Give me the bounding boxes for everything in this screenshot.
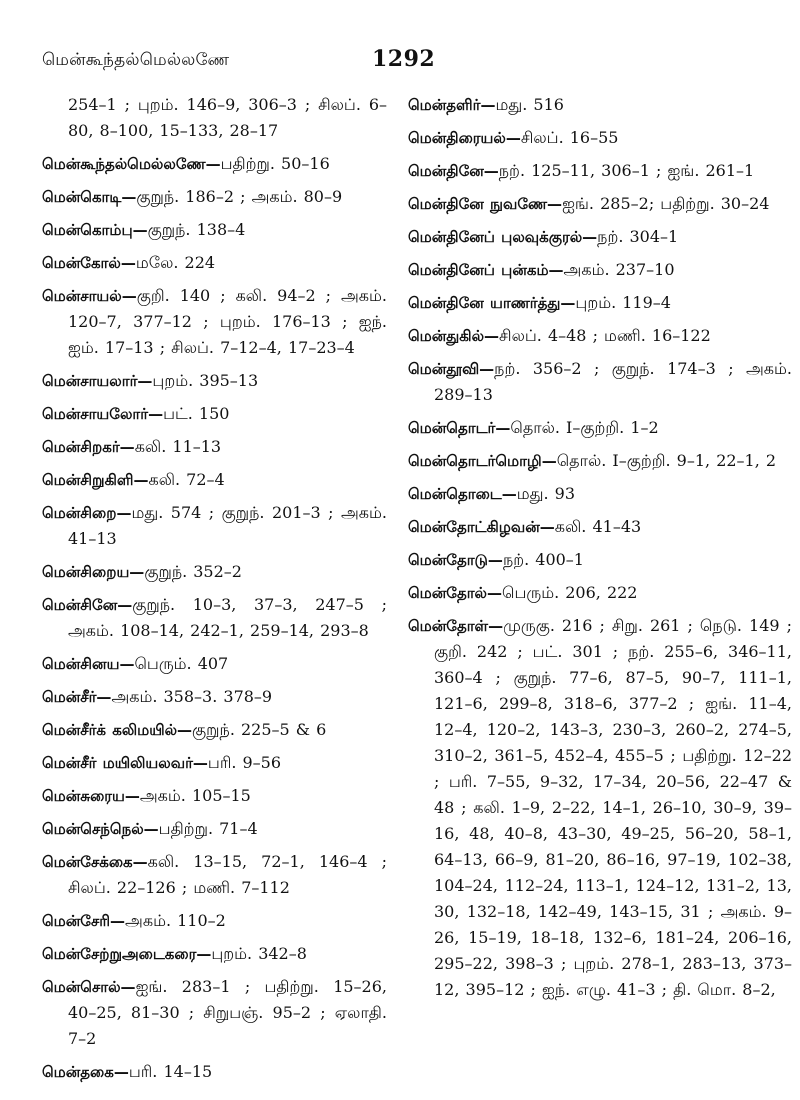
entry-references: தொல். I–குற்றி. 1–2 bbox=[510, 418, 659, 437]
entry-references: குறி. 140 ; கலி. 94–2 ; அகம். 120–7, 377–12 ; புறம். 176–13 ; ஐந். ஐம். 17–13 ; சிலப். 7–12–4, 17–23–4 bbox=[68, 286, 387, 357]
index-entry bbox=[408, 125, 792, 151]
entry-headword: மென்தொடர்மொழி— bbox=[408, 452, 557, 470]
index-entry bbox=[408, 580, 792, 606]
entry-references: மது. 93 bbox=[516, 484, 575, 503]
index-entry bbox=[408, 290, 792, 316]
entry-headword: மென்செந்நெல்— bbox=[42, 820, 159, 838]
entry-references: அகம். 110–2 bbox=[125, 911, 226, 930]
index-entry bbox=[408, 224, 792, 250]
entry-headword: மென்கொடி— bbox=[42, 188, 137, 206]
entry-headword: மென்தோல்— bbox=[408, 584, 502, 602]
entry-references: குறுந். 10–3, 37–3, 247–5 ; அகம். 108–14, 242–1, 259–14, 293–8 bbox=[68, 595, 387, 640]
entry-headword: மென்கூந்தல்மெல்லணே— bbox=[42, 155, 221, 173]
entry-headword: மென்சிறைய— bbox=[42, 563, 145, 581]
index-entry bbox=[42, 401, 387, 427]
entry-references: நற். 125–11, 306–1 ; ஐங். 261–1 bbox=[498, 161, 755, 180]
index-entry bbox=[42, 750, 387, 776]
entry-references: கலி. 11–13 bbox=[134, 437, 222, 456]
index-entry bbox=[408, 323, 792, 349]
index-entry bbox=[42, 941, 387, 967]
index-entry bbox=[42, 559, 387, 585]
entry-references: மலே. 224 bbox=[135, 253, 216, 272]
entry-headword: மென்சீர் மயிலியலவர்— bbox=[42, 754, 208, 772]
entry-headword: மென்சுரைய— bbox=[42, 787, 140, 805]
entry-references: அகம். 237–10 bbox=[563, 260, 675, 279]
entry-headword: மென்தோடு— bbox=[408, 551, 503, 569]
entry-references: மது. 574 ; குறுந். 201–3 ; அகம். 41–13 bbox=[68, 503, 387, 548]
index-entry bbox=[408, 481, 792, 507]
entry-headword: மென்தூவி— bbox=[408, 360, 495, 378]
index-entry bbox=[42, 651, 387, 677]
entry-references: பட். 150 bbox=[163, 404, 230, 423]
entry-references: ஐங். 283–1 ; பதிற்று. 15–26, 40–25, 81–30 ; சிறுபஞ். 95–2 ; ஏலாதி. 7–2 bbox=[68, 977, 387, 1048]
entry-references: புறம். 119–4 bbox=[575, 293, 671, 312]
entry-references: பெரும். 407 bbox=[134, 654, 229, 673]
entry-references: நற். 356–2 ; குறுந். 174–3 ; அகம். 289–13 bbox=[434, 359, 792, 404]
entry-headword: மென்திரையல்— bbox=[408, 129, 521, 147]
entry-references: சிலப். 16–55 bbox=[520, 128, 619, 147]
index-entry bbox=[42, 217, 387, 243]
entry-headword: மென்சாயலார்— bbox=[42, 372, 153, 390]
entry-references: கலி. 72–4 bbox=[148, 470, 225, 489]
entry-headword: மென்தினே யாணர்த்து— bbox=[408, 294, 576, 312]
entry-headword: மென்சிறகர்— bbox=[42, 438, 135, 456]
index-entry bbox=[42, 92, 387, 144]
entry-references: குறுந். 186–2 ; அகம். 80–9 bbox=[136, 187, 343, 206]
entry-headword: மென்தளிர்— bbox=[408, 96, 496, 114]
entry-references: சிலப். 4–48 ; மணி. 16–122 bbox=[499, 326, 711, 345]
index-entry bbox=[408, 92, 792, 118]
index-entry bbox=[408, 356, 792, 408]
index-entry bbox=[42, 1059, 387, 1085]
index-entry bbox=[42, 283, 387, 361]
entry-references: குறுந். 352–2 bbox=[144, 562, 242, 581]
entry-references: பரி. 9–56 bbox=[207, 753, 282, 772]
entry-headword: மென்தொடர்— bbox=[408, 419, 511, 437]
entry-references: புறம். 395–13 bbox=[152, 371, 259, 390]
entry-references: தொல். I–குற்றி. 9–1, 22–1, 2 bbox=[556, 451, 777, 470]
entry-references: அகம். 105–15 bbox=[139, 786, 251, 805]
entry-references: 254–1 ; புறம். 146–9, 306–3 ; சிலப். 6–80, 8–100, 15–133, 28–17 bbox=[68, 95, 387, 140]
entry-headword: மென்சிறை— bbox=[42, 504, 132, 522]
entry-headword: மென்சீர்— bbox=[42, 688, 112, 706]
left-column bbox=[42, 92, 387, 1092]
index-entry bbox=[408, 257, 792, 283]
entry-references: மது. 516 bbox=[495, 95, 564, 114]
index-entry bbox=[42, 717, 387, 743]
entry-headword: மென்சினய— bbox=[42, 655, 135, 673]
entry-references: புறம். 342–8 bbox=[211, 944, 307, 963]
index-entry bbox=[408, 158, 792, 184]
entry-references: அகம். 358–3. 378–9 bbox=[111, 687, 273, 706]
index-entry bbox=[408, 448, 792, 474]
entry-headword: மென்தினே— bbox=[408, 162, 499, 180]
entry-references: பதிற்று. 50–16 bbox=[220, 154, 330, 173]
right-column bbox=[408, 92, 792, 1010]
entry-references: நற். 304–1 bbox=[597, 227, 679, 246]
entry-headword: மென்சேற்றுஅடைகரை— bbox=[42, 945, 212, 963]
running-head: மென்கூந்தல்மெல்லணே bbox=[42, 50, 230, 70]
entry-headword: மென்தினேப் புன்கம்— bbox=[408, 261, 564, 279]
entry-headword: மென்சொல்— bbox=[42, 978, 136, 996]
index-entry bbox=[408, 547, 792, 573]
entry-references: கலி. 13–15, 72–1, 146–4 ; சிலப். 22–126 ; மணி. 7–112 bbox=[68, 852, 387, 897]
entry-headword: மென்கொம்பு— bbox=[42, 221, 148, 239]
index-entry bbox=[42, 908, 387, 934]
entry-references: குறுந். 138–4 bbox=[147, 220, 246, 239]
entry-headword: மென்தொடை— bbox=[408, 485, 517, 503]
entry-headword: மென்சாயல்— bbox=[42, 287, 137, 305]
page-number: 1292 bbox=[372, 46, 436, 72]
entry-headword: மென்சேரி— bbox=[42, 912, 126, 930]
entry-headword: மென்கோல்— bbox=[42, 254, 136, 272]
entry-headword: மென்தினேப் புலவுக்குரல்— bbox=[408, 228, 598, 246]
entry-references: குறுந். 225–5 & 6 bbox=[192, 720, 327, 739]
entry-headword: மென்சீர்க் கலிமயில்— bbox=[42, 721, 193, 739]
index-entry bbox=[42, 592, 387, 644]
entry-references: ஐங். 285–2; பதிற்று. 30–24 bbox=[562, 194, 770, 213]
entry-headword: மென்சினே— bbox=[42, 596, 133, 614]
entry-headword: மென்துகில்— bbox=[408, 327, 500, 345]
entry-references: பதிற்று. 71–4 bbox=[158, 819, 258, 838]
entry-headword: மென்சிறுகிளி— bbox=[42, 471, 149, 489]
index-entry bbox=[42, 849, 387, 901]
index-entry bbox=[408, 514, 792, 540]
index-entry bbox=[42, 816, 387, 842]
index-entry bbox=[42, 500, 387, 552]
entry-headword: மென்சேக்கை— bbox=[42, 853, 148, 871]
entry-headword: மென்சாயலோர்— bbox=[42, 405, 164, 423]
entry-headword: மென்தோட்கிழவன்— bbox=[408, 518, 555, 536]
entry-headword: மென்தோள்— bbox=[408, 617, 504, 635]
index-entry bbox=[408, 191, 792, 217]
page-header bbox=[0, 0, 800, 92]
index-entry bbox=[42, 184, 387, 210]
index-entry bbox=[42, 368, 387, 394]
index-entry bbox=[42, 974, 387, 1052]
index-entry bbox=[42, 783, 387, 809]
index-entry bbox=[42, 467, 387, 493]
entry-references: முருகு. 216 ; சிறு. 261 ; நெடு. 149 ; குறி. 242 ; பட். 301 ; நற். 255–6, 346–11, 360–4 ; குறுந். 77–6, 87–5, 90–7, 111–1, 121–6, 299–8, 318–6, 377–2 ; ஐங். 11–4, 12–4, 120–2, 143–3, 230–3, 260–2, 274–5, 310–2, 361–5, 452–4, 455–5 ; பதிற்று. 12–22 ; பரி. 7–55, 9–32, 17–34, 20–56, 22–47 & 48 ; கலி. 1–9, 2–22, 14–1, 26–10, 30–9, 39–16, 48, 40–8, 43–30, 49–25, 56–20, 58–1, 64–13, 66–9, 81–20, 86–16, 97–19, 102–38, 104–24, 112–24, 113–1, 124–12, 131–2, 13, 30, 132–18, 142–49, 143–15, 31 ; அகம். 9–26, 15–19, 18–18, 132–6, 181–24, 206–16, 295–22, 398–3 ; புறம். 278–1, 283–13, 373–12, 395–12 ; ஐந். எழு. 41–3 ; தி. மொ. 8–2, bbox=[434, 616, 792, 999]
entry-headword: மென்தினே நுவணே— bbox=[408, 195, 563, 213]
entry-headword: மென்தகை— bbox=[42, 1063, 129, 1081]
index-entry bbox=[408, 415, 792, 441]
index-entry bbox=[408, 613, 792, 1003]
entry-references: பரி. 14–15 bbox=[128, 1062, 213, 1081]
index-entry bbox=[42, 434, 387, 460]
entry-references: நற். 400–1 bbox=[502, 550, 584, 569]
index-entry bbox=[42, 250, 387, 276]
entry-references: பெரும். 206, 222 bbox=[502, 583, 638, 602]
index-entry bbox=[42, 151, 387, 177]
index-entry bbox=[42, 684, 387, 710]
entry-references: கலி. 41–43 bbox=[554, 517, 642, 536]
